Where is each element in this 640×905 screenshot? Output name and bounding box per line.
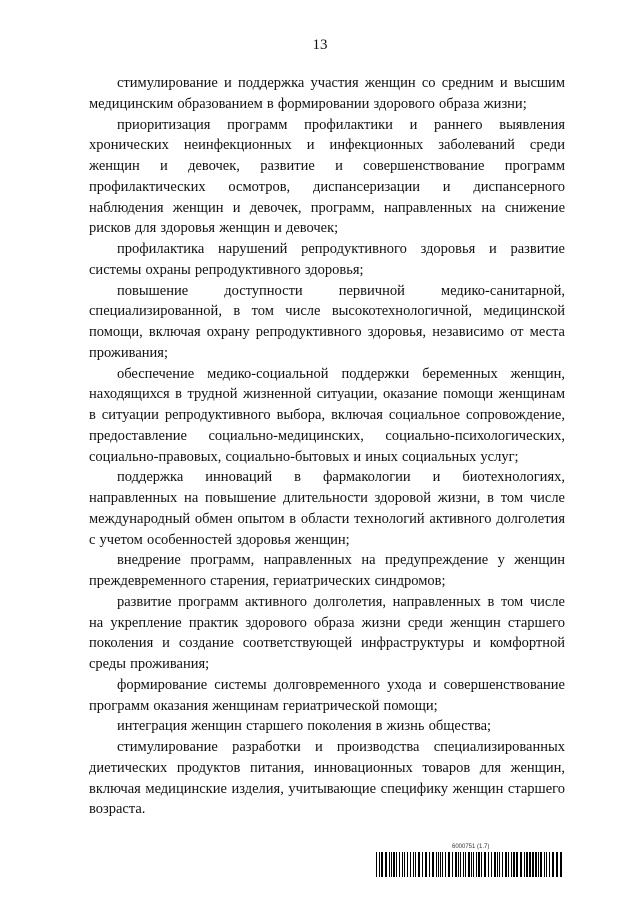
document-code: 6000751 (1.7) [452,844,490,850]
document-body [89,73,565,820]
paragraph: приоритизация программ профилактики и раннего выявления хронических неинфекционных и инфекционных заболеваний среди женщин и девочек, развитие и совершенствование программ профилактических осмотров, диспансеризации и диспансерного наблюдения женщин и девочек, программ, направленных на снижение рисков для здоровья женщин и девочек; [89,116,565,237]
page-number: 13 [312,37,328,53]
paragraph: стимулирование разработки и производства специализированных диетических продуктов питания, инновационных товаров для женщин, включая медицинские изделия, учитывающие специфику женщин старшего возраста. [89,739,565,818]
paragraph: формирование системы долговременного ухода и совершенствование программ оказания женщинам гериатрической помощи; [89,676,565,714]
paragraph: обеспечение медико-социальной поддержки беременных женщин, находящихся в трудной жизненной ситуации, оказание помощи женщинам в ситуации репродуктивного выбора, включая социальное сопровождение, предоставление социально-медицинских, социально-психологических, социально-правовых, социально-бытовых и иных социальных услуг; [89,365,565,465]
paragraph: внедрение программ, направленных на предупреждение у женщин преждевременного старения, гериатрических синдромов; [89,552,565,589]
paragraph: интеграция женщин старшего поколения в жизнь общества; [117,718,492,735]
paragraph: профилактика нарушений репродуктивного здоровья и развитие системы охраны репродуктивного здоровья; [89,241,565,278]
paragraph: поддержка инноваций в фармакологии и биотехнологиях, направленных на повышение длительности здоровой жизни, в том числе международный обмен опытом в области технологий активного долголетия с учетом особенностей здоровья женщин; [89,469,565,548]
paragraph: стимулирование и поддержка участия женщин со средним и высшим медицинским образованием в формировании здорового образа жизни; [89,75,565,112]
paragraph: развитие программ активного долголетия, направленных в том числе на укрепление практик здорового образа жизни среди женщин старшего поколения и создание соответствующей инфраструктуры и комфортной среды проживания; [89,593,565,672]
barcode-icon [376,852,563,877]
paragraph: повышение доступности первичной медико-санитарной, специализированной, в том числе высокотехнологичной, медицинской помощи, включая охрану репродуктивного здоровья, независимо от места проживания; [89,282,565,361]
